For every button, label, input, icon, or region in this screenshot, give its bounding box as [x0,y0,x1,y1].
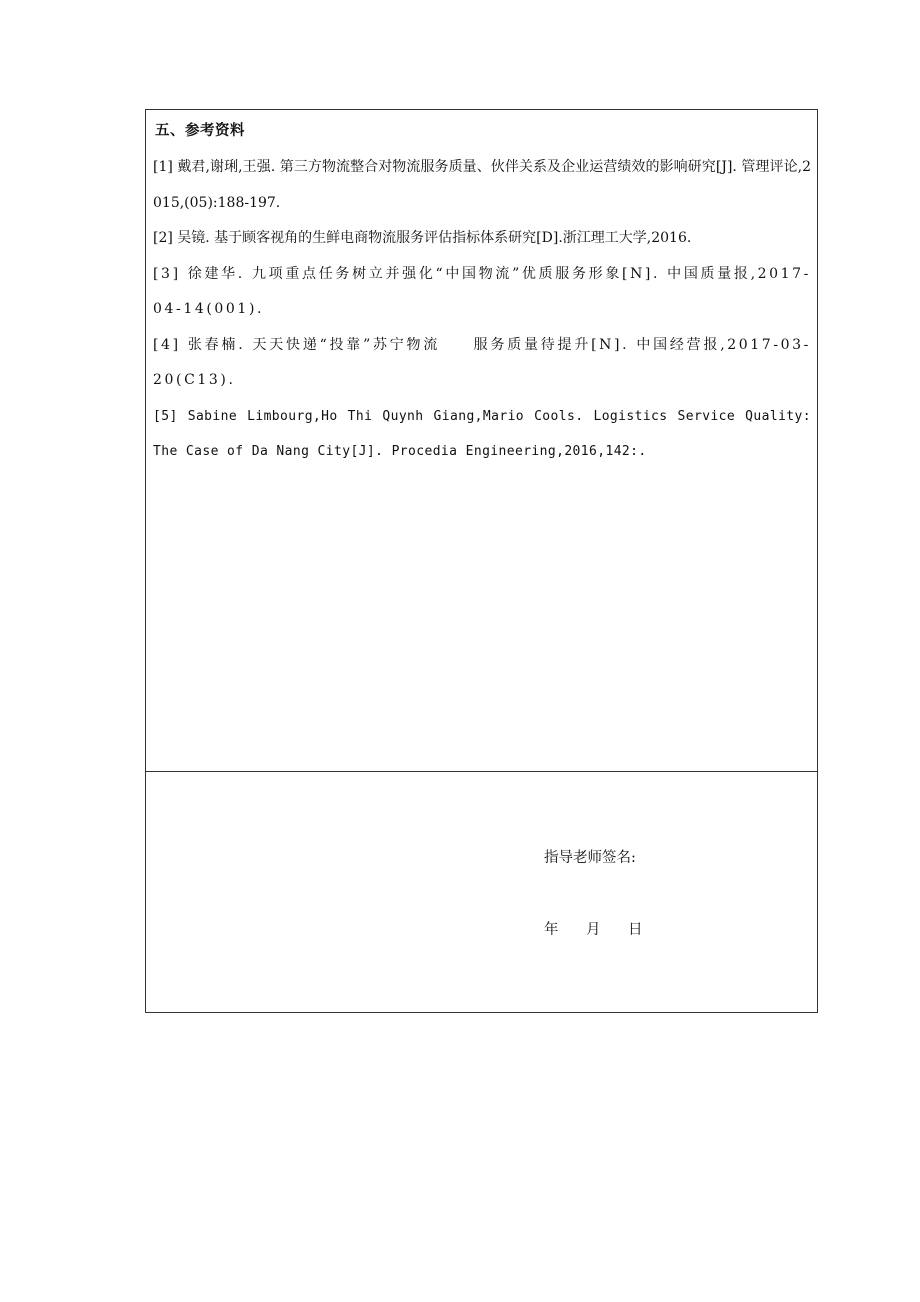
date-month-label: 月 [586,922,601,938]
reference-item-3: [3] 徐建华. 九项重点任务树立并强化“中国物流”优质服务形象[N]. 中国质量报,2017-04-14(001). [153,265,811,317]
signature-cell [146,772,817,1012]
report-form-table [145,109,818,1013]
section-title: 五、参考资料 [155,122,245,139]
reference-item-5: [5] Sabine Limbourg,Ho Thi Quynh Giang,Mario Cools. Logistics Service Quality: The Case of Da Nang City[J]. Procedia Engineering,2016,142:. [153,408,811,459]
advisor-signature-label: 指导老师签名: [544,850,636,866]
date-year-label: 年 [544,922,559,938]
references-cell [146,110,817,772]
signature-date [544,918,643,939]
reference-item-1: [1] 戴君,谢琍,王强. 第三方物流整合对物流服务质量、伙伴关系及企业运营绩效的影响研究[J]. 管理评论,2015,(05):188-197. [153,159,811,211]
reference-item-4: [4] 张春楠. 天天快递“投靠”苏宁物流 服务质量待提升[N]. 中国经营报,2017-03-20(C13). [153,336,811,388]
date-day-label: 日 [628,922,643,938]
reference-list [153,150,811,470]
reference-item-2: [2] 吴镜. 基于顾客视角的生鲜电商物流服务评估指标体系研究[D].浙江理工大学,2016. [153,230,692,246]
